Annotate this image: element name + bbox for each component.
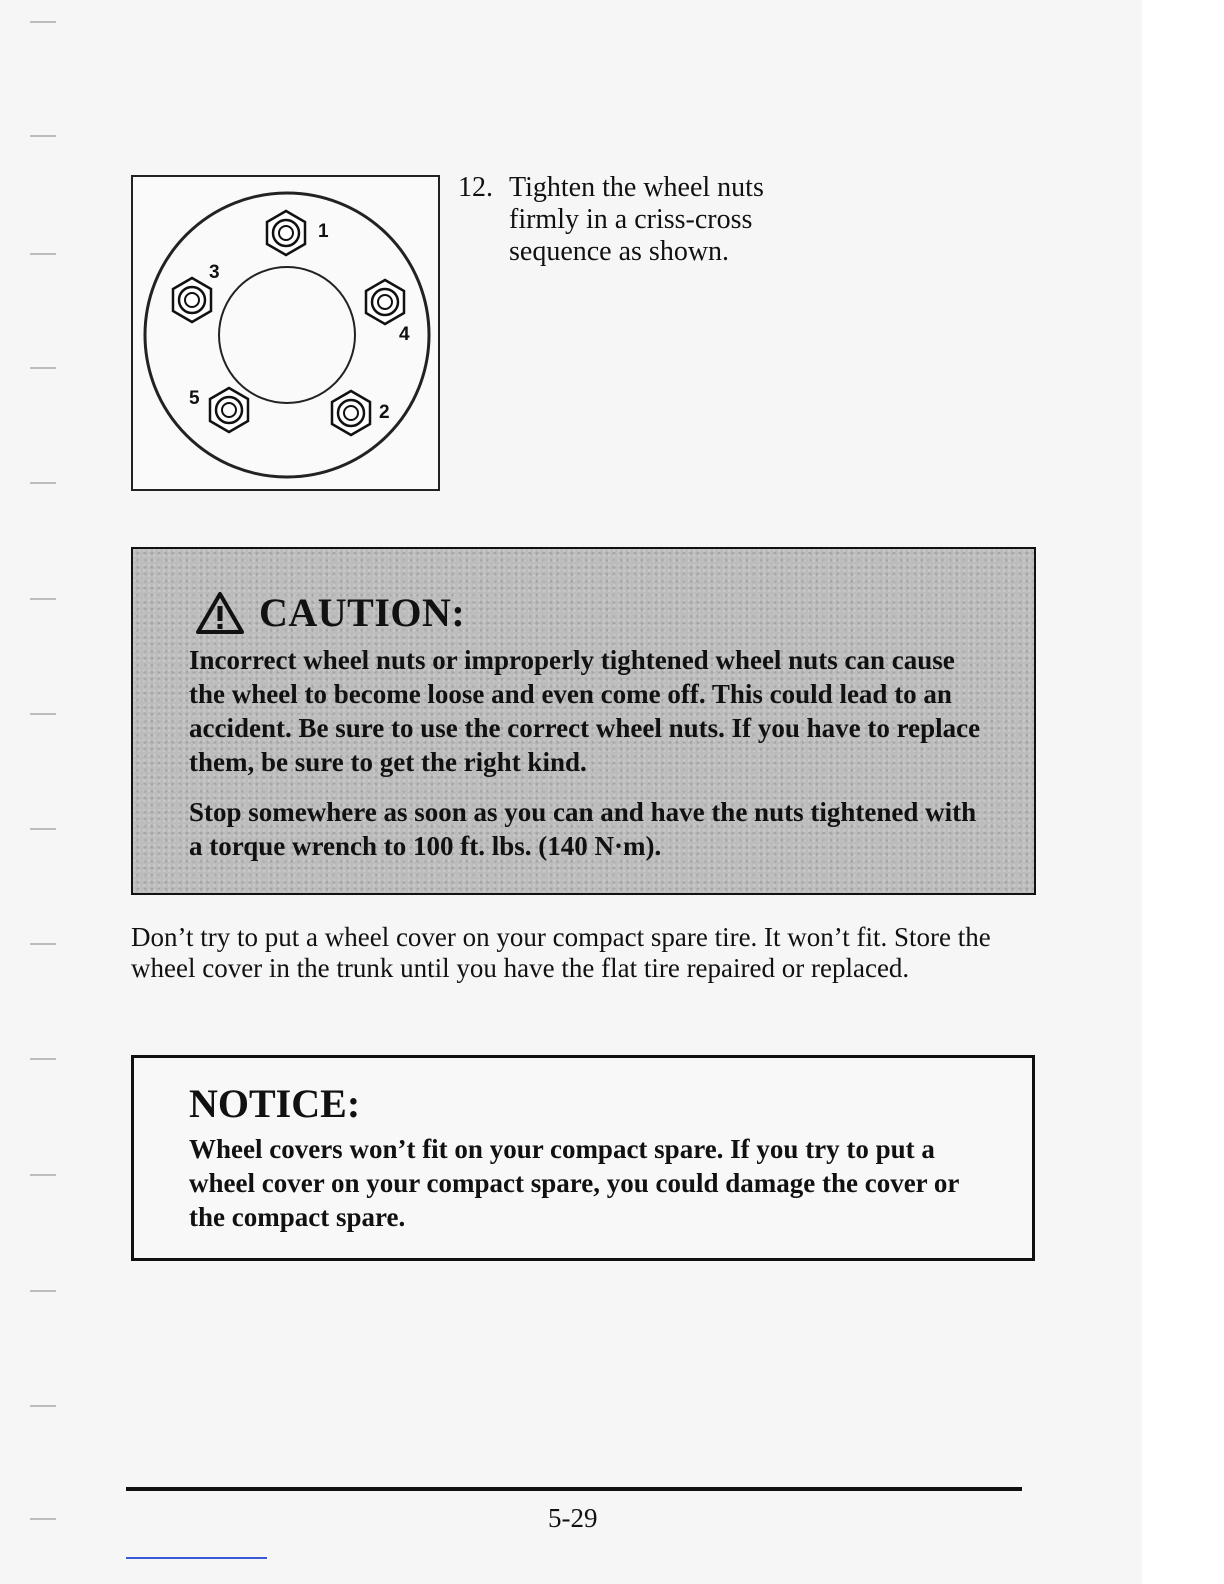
margin-tick [30, 1174, 56, 1176]
notice-text: Wheel covers won’t fit on your compact spare. If you try to put a wheel cover on your compact spare, you could damage the cover or the compact spare. [189, 1134, 959, 1232]
nut-label-3: 3 [209, 262, 220, 283]
margin-tick [30, 1290, 56, 1292]
page-number: 5-29 [548, 1503, 598, 1533]
lug-nut-2 [332, 391, 370, 435]
lug-nut-1 [267, 211, 305, 255]
link-underline [126, 1557, 267, 1559]
wheel-diagram-svg [133, 177, 438, 489]
step-number: 12. [458, 172, 493, 203]
nut-label-2: 2 [379, 402, 390, 423]
warning-triangle-icon [195, 591, 245, 635]
margin-tick [30, 21, 56, 23]
nut-label-1: 1 [318, 221, 329, 242]
margin-tick [30, 1518, 56, 1520]
step-instruction [458, 172, 778, 268]
lug-nut-5 [210, 388, 248, 432]
margin-tick [30, 367, 56, 369]
margin-tick [30, 1405, 56, 1407]
nut-label-5: 5 [189, 388, 200, 409]
margin-tick [30, 253, 56, 255]
wheel-nut-diagram [131, 175, 440, 491]
footer-rule [126, 1487, 1022, 1491]
caution-paragraph-2: Stop somewhere as soon as you can and have the nuts tightened with a torque wrench to 100 ft. lbs. (140 N·m). [189, 797, 977, 861]
notice-box [131, 1055, 1035, 1261]
notice-title: NOTICE: [189, 1081, 361, 1126]
margin-tick [30, 713, 56, 715]
caution-title: CAUTION: [259, 590, 466, 635]
margin-tick [30, 482, 56, 484]
margin-tick [30, 1058, 56, 1060]
margin-tick [30, 943, 56, 945]
nut-label-4: 4 [399, 324, 410, 345]
lug-nut-4 [366, 280, 404, 324]
margin-tick [30, 598, 56, 600]
lug-nut-3 [173, 278, 211, 322]
caution-header [195, 589, 465, 636]
hub-circle [219, 267, 355, 403]
caution-box [131, 547, 1036, 895]
body-paragraph: Don’t try to put a wheel cover on your compact spare tire. It won’t fit. Store the wheel cover in the trunk until you have the flat tire repaired or replaced. [131, 922, 991, 983]
margin-tick [30, 135, 56, 137]
caution-paragraph-1: Incorrect wheel nuts or improperly tightened wheel nuts can cause the wheel to become loose and even come off. This could lead to an accident. Be sure to use the correct wheel nuts. If you have to replace them, be sure to get the right kind. [189, 645, 981, 777]
margin-tick [30, 828, 56, 830]
step-text: Tighten the wheel nuts firmly in a criss-cross sequence as shown. [509, 172, 764, 267]
